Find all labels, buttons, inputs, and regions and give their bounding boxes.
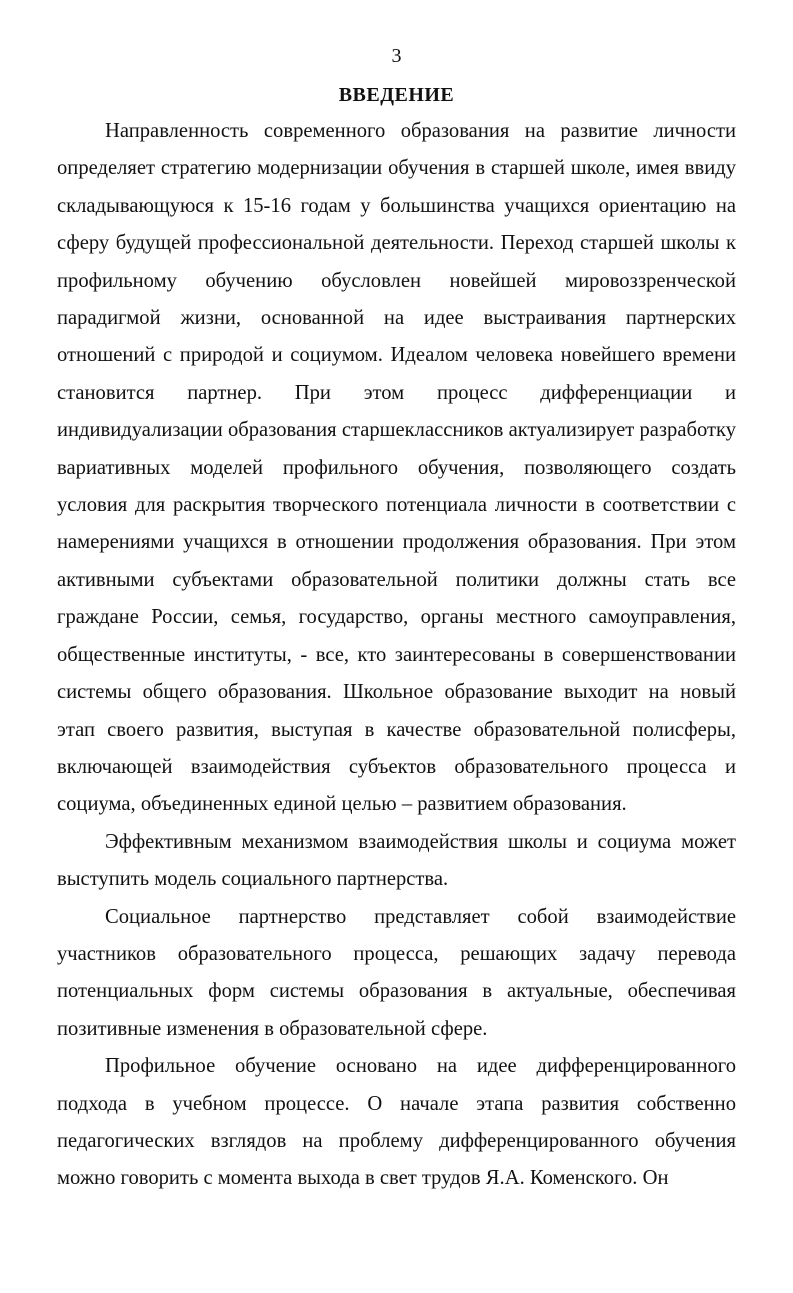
section-title: ВВЕДЕНИЕ — [338, 84, 455, 106]
page-number: 3 — [391, 45, 402, 67]
paragraph-profile-learning: Профильное обучение основано на идее дифференцированного подхода в учебном процессе. О начале этапа развития собственно педагогических взглядов на проблему дифференцированного обучения можно говорить с момента выхода в свет трудов Я.А. Коменского. Он — [57, 1055, 736, 1190]
paragraph-mechanism: Эффективным механизмом взаимодействия школы и социума может выступить модель социального партнерства. — [57, 830, 736, 891]
paragraph-intro: Направленность современного образования на развитие личности определяет стратегию модернизации обучения в старшей школе, имея ввиду складывающуюся к 15-16 годам у большинства учащихся ориентацию на сферу будущей профессиональной деятельности. Переход старшей школы к профильному обучению обусловлен новейшей мировоззренческой парадигмой жизни, основанной на идее выстраивания партнерских отношений с природой и социумом. Идеалом человека новейшего времени становится партнер. При этом процесс дифференциации и индивидуализации образования старшеклассников актуализирует разработку вариативных моделей профильного обучения, позволяющего создать условия для раскрытия творческого потенциала личности в соответствии с намерениями учащихся в отношении продолжения образования. При этом активными субъектами образовательной политики должны стать все граждане России, семья, государство, органы местного самоуправления, общественные институты, - все, кто заинтересованы в совершенствовании системы общего образования. Школьное образование выходит на новый этап своего развития, выступая в качестве образовательной полисферы, включающей взаимодействия субъектов образовательного процесса и социума, объединенных единой целью – развитием образования. — [57, 120, 736, 816]
body-text — [57, 113, 736, 1198]
paragraph-partnership: Социальное партнерство представляет собой взаимодействие участников образовательного процесса, решающих задачу перевода потенциальных форм системы образования в актуальные, обеспечивая позитивные изменения в образовательной сфере. — [57, 905, 736, 1040]
